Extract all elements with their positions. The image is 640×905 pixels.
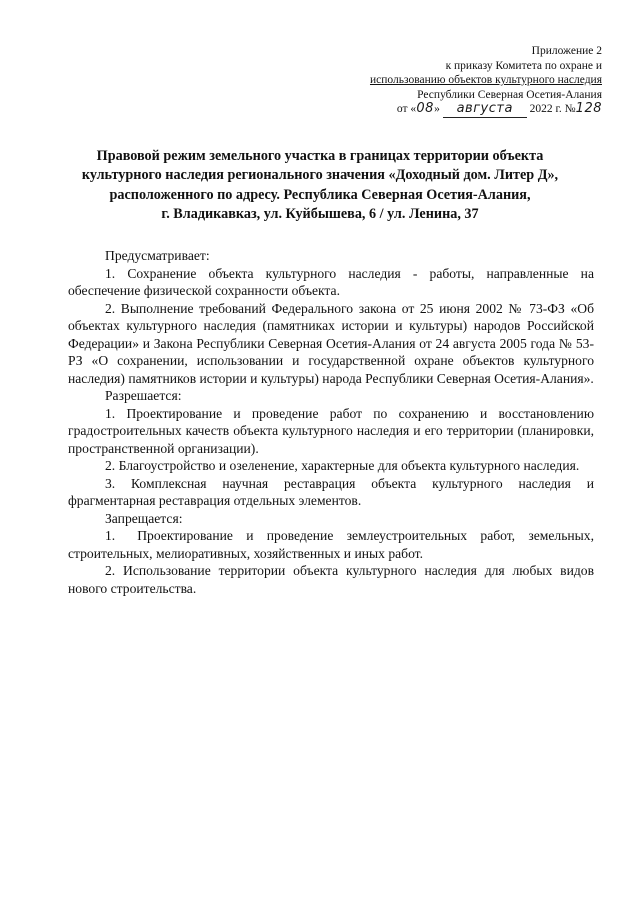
title-line-2: культурного наследия регионального значения «Доходный дом. Литер Д», [81, 167, 559, 184]
allowed-item-3: 3. Комплексная научная реставрация объекта культурного наследия и фрагментарная реставрация отдельных элементов. [68, 475, 594, 508]
date-year-suffix: 2022 г. № [529, 103, 576, 116]
handwritten-day: 08 [416, 101, 434, 117]
provides-item-1: 1. Сохранение объекта культурного наследия - работы, направленные на обеспечение физической сохранности объекта. [68, 265, 594, 298]
appendix-date-line [370, 102, 602, 118]
provides-heading: Предусматривает: [105, 248, 210, 263]
title-line-3: расположенного по адресу. Республика Северная Осетия-Алания, [109, 186, 531, 203]
forbidden-item-2: 2. Использование территории объекта культурного наследия для любых видов нового строительства. [68, 563, 594, 596]
document-title [70, 147, 570, 224]
forbidden-item-1-number: 1. [105, 528, 116, 543]
date-prefix: от « [396, 103, 417, 116]
forbidden-item-1 [68, 527, 594, 562]
date-mid: » [434, 103, 440, 116]
document-body [68, 247, 594, 597]
appendix-republic: Республики Северная Осетия-Алания [417, 88, 602, 101]
allowed-heading: Разрешается: [105, 388, 182, 403]
forbidden-item-1-text: Проектирование и проведение землеустроительных работ, земельных, строительных, мелиоративных, хозяйственных и иных работ. [68, 528, 594, 561]
appendix-header [370, 44, 602, 118]
appendix-order-ref: к приказу Комитета по охране и [445, 59, 602, 72]
forbidden-heading: Запрещается: [105, 510, 183, 526]
allowed-item-2: 2. Благоустройство и озеленение, характерные для объекта культурного наследия. [105, 458, 580, 473]
appendix-label: Приложение 2 [531, 45, 602, 57]
handwritten-month: августа [443, 102, 527, 118]
allowed-item-1: 1. Проектирование и проведение работ по сохранению и восстановлению градостроительных качеств объекта культурного наследия и его территории (планировки, пространственной организации). [68, 405, 594, 456]
handwritten-order-number: 128 [575, 101, 602, 117]
title-line-1: Правовой режим земельного участка в границах территории объекта [96, 148, 544, 164]
provides-item-2: 2. Выполнение требований Федерального закона от 25 июня 2002 № 73-ФЗ «Об объектах культурного наследия (памятниках истории и культуры) народов Российской Федерации» и Закона Республики Северная Осетия-Алания от 24 августа 2005 года № 53-РЗ «О сохранении, использовании и государственной охране объектов культурного наследия) памятников истории и культуры) народа Республики Северная Осетия-Алания». [68, 300, 594, 386]
appendix-committee: использованию объектов культурного наследия [369, 74, 602, 87]
title-line-4: г. Владикавказ, ул. Куйбышева, 6 / ул. Ленина, 37 [161, 205, 479, 222]
